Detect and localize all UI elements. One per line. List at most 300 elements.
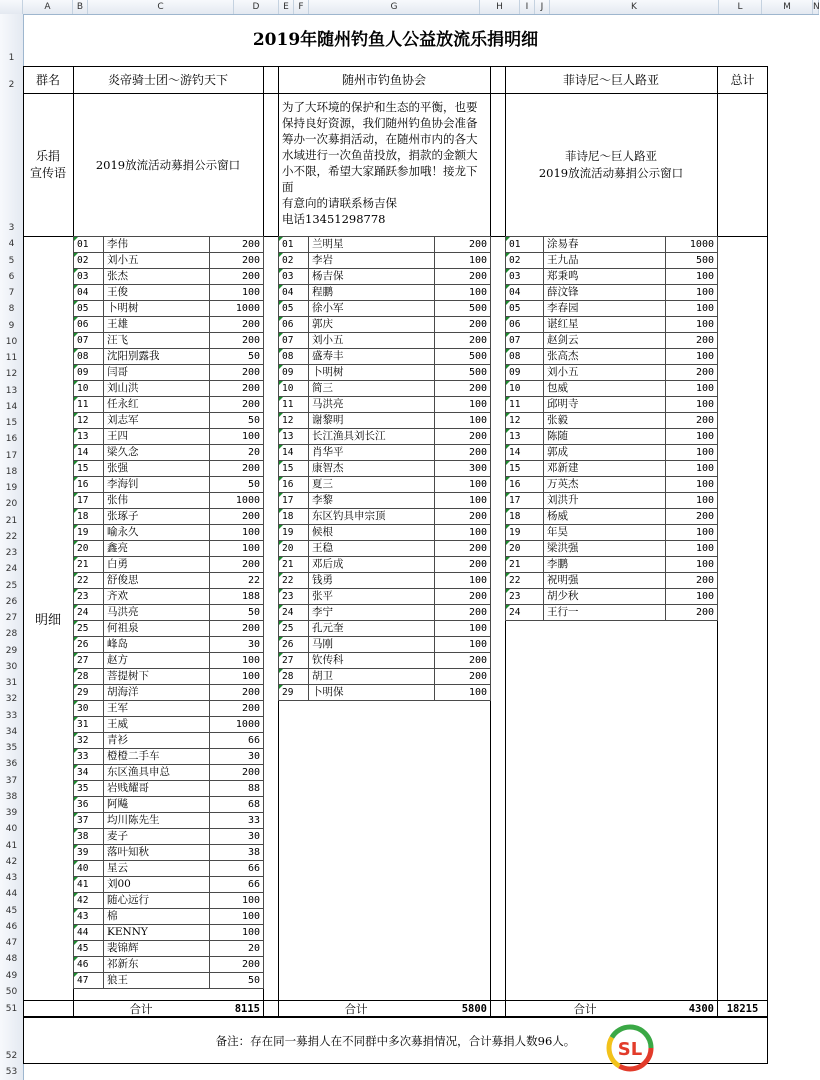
row-header-16[interactable]: 16 <box>5 434 18 445</box>
donor-number[interactable]: 24 <box>506 605 544 621</box>
donor-number[interactable]: 01 <box>279 237 309 253</box>
donor-name[interactable]: 邱明寺 <box>544 397 666 413</box>
donor-number[interactable]: 47 <box>74 973 104 989</box>
row-header-23[interactable]: 23 <box>5 548 18 558</box>
row-header-41[interactable]: 41 <box>5 840 18 851</box>
donor-amount[interactable]: 50 <box>210 477 264 493</box>
column-header-k[interactable]: K <box>550 0 719 14</box>
donor-number[interactable]: 18 <box>506 509 544 525</box>
donor-number[interactable]: 21 <box>506 557 544 573</box>
donor-number[interactable]: 15 <box>74 461 104 477</box>
donor-number[interactable]: 12 <box>74 413 104 429</box>
donor-amount[interactable]: 100 <box>666 589 718 605</box>
donor-name[interactable]: 王俊 <box>104 285 210 301</box>
donor-number[interactable]: 26 <box>279 637 309 653</box>
row-header-3[interactable]: 3 <box>8 223 15 233</box>
donor-number[interactable]: 11 <box>506 397 544 413</box>
donor-number[interactable]: 02 <box>74 253 104 269</box>
donor-amount[interactable]: 88 <box>210 781 264 797</box>
donor-name[interactable]: 王稳 <box>309 541 435 557</box>
donor-number[interactable]: 44 <box>74 925 104 941</box>
row-header-34[interactable]: 34 <box>5 726 18 737</box>
donor-number[interactable]: 07 <box>279 333 309 349</box>
donor-amount[interactable]: 100 <box>210 893 264 909</box>
donor-name[interactable]: 岩贱耀哥 <box>104 781 210 797</box>
row-header-14[interactable]: 14 <box>5 401 18 412</box>
donor-number[interactable]: 02 <box>506 253 544 269</box>
donor-number[interactable]: 03 <box>506 269 544 285</box>
donor-number[interactable]: 05 <box>74 301 104 317</box>
donor-amount[interactable]: 38 <box>210 845 264 861</box>
donor-amount[interactable]: 20 <box>210 445 264 461</box>
row-header-7[interactable]: 7 <box>8 288 15 298</box>
donor-name[interactable]: 肖华平 <box>309 445 435 461</box>
donor-number[interactable]: 08 <box>74 349 104 365</box>
donor-name[interactable]: 刘00 <box>104 877 210 893</box>
donor-amount[interactable]: 100 <box>666 317 718 333</box>
column-header-m[interactable]: M <box>762 0 813 14</box>
donor-number[interactable]: 14 <box>279 445 309 461</box>
donor-name[interactable]: 李鹏 <box>544 557 666 573</box>
donor-amount[interactable]: 200 <box>210 333 264 349</box>
donor-name[interactable]: 谢黎明 <box>309 413 435 429</box>
donor-name[interactable]: 东区渔具申总 <box>104 765 210 781</box>
donor-number[interactable]: 26 <box>74 637 104 653</box>
donor-number[interactable]: 23 <box>506 589 544 605</box>
donor-name[interactable]: 均川陈先生 <box>104 813 210 829</box>
donor-number[interactable]: 35 <box>74 781 104 797</box>
donor-name[interactable]: 阿飚 <box>104 797 210 813</box>
donor-number[interactable]: 23 <box>74 589 104 605</box>
donor-number[interactable]: 20 <box>506 541 544 557</box>
column-header-h[interactable]: H <box>480 0 520 14</box>
donor-name[interactable]: 郭庆 <box>309 317 435 333</box>
row-header-44[interactable]: 44 <box>5 889 18 900</box>
donor-amount[interactable]: 200 <box>210 509 264 525</box>
donor-name[interactable]: 张伟 <box>104 493 210 509</box>
row-header-53[interactable]: 53 <box>5 1067 18 1077</box>
donor-amount[interactable]: 100 <box>666 269 718 285</box>
donor-amount[interactable]: 200 <box>210 365 264 381</box>
donor-name[interactable]: 兰明星 <box>309 237 435 253</box>
donor-number[interactable]: 21 <box>74 557 104 573</box>
column-header-n[interactable]: N <box>813 2 820 12</box>
donor-amount[interactable]: 100 <box>435 525 491 541</box>
donor-amount[interactable]: 50 <box>210 413 264 429</box>
donor-amount[interactable]: 200 <box>210 397 264 413</box>
donor-name[interactable]: 张毅 <box>544 413 666 429</box>
donor-amount[interactable]: 100 <box>210 541 264 557</box>
donor-name[interactable]: 王威 <box>104 717 210 733</box>
donor-amount[interactable]: 200 <box>210 685 264 701</box>
row-header-28[interactable]: 28 <box>5 629 18 640</box>
donor-amount[interactable]: 100 <box>435 637 491 653</box>
donor-amount[interactable]: 200 <box>210 237 264 253</box>
donor-number[interactable]: 33 <box>74 749 104 765</box>
donor-amount[interactable]: 1000 <box>210 493 264 509</box>
donor-number[interactable]: 10 <box>74 381 104 397</box>
donor-number[interactable]: 11 <box>279 397 309 413</box>
row-header-29[interactable]: 29 <box>5 645 18 656</box>
donor-name[interactable]: 张杰 <box>104 269 210 285</box>
donor-amount[interactable]: 1000 <box>666 237 718 253</box>
donor-name[interactable]: 长江渔具刘长江 <box>309 429 435 445</box>
donor-number[interactable]: 01 <box>74 237 104 253</box>
donor-number[interactable]: 24 <box>74 605 104 621</box>
donor-amount[interactable]: 1000 <box>210 301 264 317</box>
donor-name[interactable]: 胡少秋 <box>544 589 666 605</box>
donor-name[interactable]: 马洪亮 <box>104 605 210 621</box>
donor-amount[interactable]: 200 <box>210 621 264 637</box>
donor-amount[interactable]: 200 <box>435 269 491 285</box>
donor-number[interactable]: 18 <box>74 509 104 525</box>
donor-number[interactable]: 20 <box>74 541 104 557</box>
donor-amount[interactable]: 200 <box>666 333 718 349</box>
column-header-b[interactable]: B <box>73 0 88 14</box>
donor-amount[interactable]: 100 <box>435 413 491 429</box>
donor-name[interactable]: 麦子 <box>104 829 210 845</box>
donor-number[interactable]: 01 <box>506 237 544 253</box>
donor-name[interactable]: 胡海洋 <box>104 685 210 701</box>
donor-name[interactable]: 康智杰 <box>309 461 435 477</box>
donor-name[interactable]: 涂易春 <box>544 237 666 253</box>
row-header-15[interactable]: 15 <box>5 418 18 428</box>
donor-number[interactable]: 39 <box>74 845 104 861</box>
donor-name[interactable]: 王四 <box>104 429 210 445</box>
donor-name[interactable]: 邓新建 <box>544 461 666 477</box>
donor-amount[interactable]: 100 <box>210 669 264 685</box>
donor-number[interactable]: 24 <box>279 605 309 621</box>
donor-amount[interactable]: 100 <box>666 429 718 445</box>
donor-number[interactable]: 09 <box>279 365 309 381</box>
donor-amount[interactable]: 500 <box>435 365 491 381</box>
donor-amount[interactable]: 100 <box>666 493 718 509</box>
donor-name[interactable]: 舒俊思 <box>104 573 210 589</box>
donor-name[interactable]: 张高杰 <box>544 349 666 365</box>
donor-name[interactable]: 李海钊 <box>104 477 210 493</box>
donor-name[interactable]: 程鹏 <box>309 285 435 301</box>
donor-amount[interactable]: 200 <box>210 269 264 285</box>
donor-name[interactable]: 赵剑云 <box>544 333 666 349</box>
donor-amount[interactable]: 1000 <box>210 717 264 733</box>
donor-name[interactable]: 李黎 <box>309 493 435 509</box>
donor-number[interactable]: 14 <box>74 445 104 461</box>
donor-number[interactable]: 21 <box>279 557 309 573</box>
donor-amount[interactable]: 50 <box>210 605 264 621</box>
row-header-52[interactable]: 52 <box>5 1051 18 1061</box>
donor-number[interactable]: 03 <box>74 269 104 285</box>
donor-name[interactable]: 祁新东 <box>104 957 210 973</box>
donor-name[interactable]: 齐欢 <box>104 589 210 605</box>
donor-number[interactable]: 23 <box>279 589 309 605</box>
donor-number[interactable]: 19 <box>506 525 544 541</box>
donor-amount[interactable]: 200 <box>435 317 491 333</box>
donor-amount[interactable]: 100 <box>435 477 491 493</box>
donor-number[interactable]: 15 <box>506 461 544 477</box>
donor-amount[interactable]: 33 <box>210 813 264 829</box>
donor-number[interactable]: 06 <box>506 317 544 333</box>
donor-amount[interactable]: 50 <box>210 973 264 989</box>
donor-name[interactable]: 何祖泉 <box>104 621 210 637</box>
donor-amount[interactable]: 200 <box>435 605 491 621</box>
donor-amount[interactable]: 66 <box>210 733 264 749</box>
row-header-51[interactable]: 51 <box>5 1004 18 1014</box>
row-header-19[interactable]: 19 <box>5 483 18 493</box>
donor-name[interactable]: 卜明树 <box>104 301 210 317</box>
donor-amount[interactable]: 100 <box>435 493 491 509</box>
donor-amount[interactable]: 66 <box>210 861 264 877</box>
donor-amount[interactable]: 100 <box>435 253 491 269</box>
column-header-d[interactable]: D <box>234 0 279 14</box>
donor-amount[interactable]: 200 <box>435 429 491 445</box>
row-header-33[interactable]: 33 <box>5 710 18 721</box>
donor-amount[interactable]: 200 <box>666 573 718 589</box>
donor-name[interactable]: 杨吉保 <box>309 269 435 285</box>
donor-amount[interactable]: 100 <box>435 285 491 301</box>
donor-name[interactable]: 候根 <box>309 525 435 541</box>
row-header-49[interactable]: 49 <box>5 970 18 981</box>
row-header-10[interactable]: 10 <box>5 336 18 347</box>
donor-name[interactable]: 任永红 <box>104 397 210 413</box>
column-header-j[interactable]: J <box>535 0 550 14</box>
donor-number[interactable]: 10 <box>279 381 309 397</box>
donor-amount[interactable]: 200 <box>435 445 491 461</box>
donor-number[interactable]: 25 <box>279 621 309 637</box>
donor-number[interactable]: 05 <box>506 301 544 317</box>
row-header-47[interactable]: 47 <box>5 938 18 948</box>
donor-number[interactable]: 41 <box>74 877 104 893</box>
donor-amount[interactable]: 200 <box>435 541 491 557</box>
donor-amount[interactable]: 200 <box>210 957 264 973</box>
donor-name[interactable]: 谌红星 <box>544 317 666 333</box>
donor-amount[interactable]: 500 <box>435 301 491 317</box>
donor-name[interactable]: 李春园 <box>544 301 666 317</box>
donor-amount[interactable]: 500 <box>435 349 491 365</box>
donor-name[interactable]: 刘小五 <box>309 333 435 349</box>
row-header-35[interactable]: 35 <box>5 743 18 753</box>
donor-name[interactable]: 杨威 <box>544 509 666 525</box>
donor-amount[interactable]: 200 <box>210 317 264 333</box>
donor-number[interactable]: 12 <box>279 413 309 429</box>
row-header-22[interactable]: 22 <box>5 531 18 542</box>
donor-amount[interactable]: 200 <box>435 509 491 525</box>
donor-amount[interactable]: 100 <box>210 429 264 445</box>
donor-name[interactable]: 郭成 <box>544 445 666 461</box>
column-header-c[interactable]: C <box>88 0 234 14</box>
column-header-f[interactable]: F <box>294 0 309 14</box>
donor-name[interactable]: 李宁 <box>309 605 435 621</box>
donor-number[interactable]: 29 <box>74 685 104 701</box>
donor-name[interactable]: 狼王 <box>104 973 210 989</box>
row-header-42[interactable]: 42 <box>5 856 18 867</box>
donor-number[interactable]: 17 <box>279 493 309 509</box>
donor-name[interactable]: 胡卫 <box>309 669 435 685</box>
donor-number[interactable]: 04 <box>74 285 104 301</box>
row-header-50[interactable]: 50 <box>5 986 18 997</box>
donor-amount[interactable]: 100 <box>666 285 718 301</box>
donor-name[interactable]: 简三 <box>309 381 435 397</box>
donor-number[interactable]: 29 <box>279 685 309 701</box>
donor-name[interactable]: 白勇 <box>104 557 210 573</box>
donor-name[interactable]: 孔元奎 <box>309 621 435 637</box>
donor-amount[interactable]: 100 <box>435 397 491 413</box>
donor-amount[interactable]: 200 <box>435 589 491 605</box>
donor-amount[interactable]: 200 <box>666 413 718 429</box>
donor-name[interactable]: 刘小五 <box>104 253 210 269</box>
donor-amount[interactable]: 200 <box>666 365 718 381</box>
donor-name[interactable]: 汪飞 <box>104 333 210 349</box>
donor-amount[interactable]: 100 <box>210 653 264 669</box>
donor-number[interactable]: 11 <box>74 397 104 413</box>
donor-amount[interactable]: 100 <box>210 285 264 301</box>
row-header-30[interactable]: 30 <box>5 661 18 672</box>
donor-amount[interactable]: 200 <box>210 253 264 269</box>
donor-name[interactable]: 李岩 <box>309 253 435 269</box>
donor-name[interactable]: 徐小军 <box>309 301 435 317</box>
donor-number[interactable]: 46 <box>74 957 104 973</box>
row-header-48[interactable]: 48 <box>5 954 18 965</box>
donor-amount[interactable]: 200 <box>435 381 491 397</box>
donor-number[interactable]: 20 <box>279 541 309 557</box>
donor-name[interactable]: 菩提树下 <box>104 669 210 685</box>
donor-number[interactable]: 16 <box>74 477 104 493</box>
donor-amount[interactable]: 200 <box>210 701 264 717</box>
donor-name[interactable]: 包威 <box>544 381 666 397</box>
donor-name[interactable]: 邓后成 <box>309 557 435 573</box>
donor-number[interactable]: 09 <box>74 365 104 381</box>
donor-name[interactable]: 陈随 <box>544 429 666 445</box>
row-header-13[interactable]: 13 <box>5 385 18 396</box>
row-header-46[interactable]: 46 <box>5 921 18 932</box>
donor-amount[interactable]: 100 <box>666 541 718 557</box>
donor-amount[interactable]: 20 <box>210 941 264 957</box>
donor-number[interactable]: 25 <box>74 621 104 637</box>
row-header-9[interactable]: 9 <box>8 320 15 331</box>
donor-amount[interactable]: 30 <box>210 637 264 653</box>
column-header-g[interactable]: G <box>309 0 480 14</box>
donor-number[interactable]: 14 <box>506 445 544 461</box>
donor-amount[interactable]: 200 <box>435 653 491 669</box>
donor-name[interactable]: 沈阳别露我 <box>104 349 210 365</box>
donor-name[interactable]: 王行一 <box>544 605 666 621</box>
donor-amount[interactable]: 30 <box>210 829 264 845</box>
donor-number[interactable]: 08 <box>279 349 309 365</box>
donor-amount[interactable]: 100 <box>666 397 718 413</box>
donor-name[interactable]: 万英杰 <box>544 477 666 493</box>
row-header-37[interactable]: 37 <box>5 775 18 786</box>
donor-name[interactable]: 王军 <box>104 701 210 717</box>
row-header-4[interactable]: 4 <box>8 239 15 250</box>
row-header-8[interactable]: 8 <box>8 304 15 315</box>
donor-amount[interactable]: 200 <box>435 557 491 573</box>
row-header-39[interactable]: 39 <box>5 808 18 818</box>
donor-name[interactable]: 薛汶锋 <box>544 285 666 301</box>
donor-amount[interactable]: 66 <box>210 877 264 893</box>
donor-number[interactable]: 28 <box>279 669 309 685</box>
donor-number[interactable]: 22 <box>74 573 104 589</box>
donor-name[interactable]: 年昊 <box>544 525 666 541</box>
donor-number[interactable]: 22 <box>279 573 309 589</box>
donor-number[interactable]: 13 <box>506 429 544 445</box>
row-header-25[interactable]: 25 <box>5 580 18 591</box>
donor-number[interactable]: 13 <box>74 429 104 445</box>
donor-amount[interactable]: 100 <box>666 461 718 477</box>
donor-name[interactable]: 张平 <box>309 589 435 605</box>
donor-number[interactable]: 04 <box>279 285 309 301</box>
row-header-12[interactable]: 12 <box>5 369 18 380</box>
row-header-24[interactable]: 24 <box>5 564 18 575</box>
row-header-32[interactable]: 32 <box>5 694 18 705</box>
donor-amount[interactable]: 30 <box>210 749 264 765</box>
row-header-31[interactable]: 31 <box>5 678 18 688</box>
donor-name[interactable]: 棉 <box>104 909 210 925</box>
donor-number[interactable]: 09 <box>506 365 544 381</box>
donor-amount[interactable]: 300 <box>435 461 491 477</box>
donor-number[interactable]: 38 <box>74 829 104 845</box>
donor-name[interactable]: 卜明保 <box>309 685 435 701</box>
donor-amount[interactable]: 100 <box>210 909 264 925</box>
donor-name[interactable]: 王雄 <box>104 317 210 333</box>
donor-name[interactable]: 青衫 <box>104 733 210 749</box>
donor-amount[interactable]: 500 <box>666 253 718 269</box>
donor-number[interactable]: 06 <box>279 317 309 333</box>
donor-name[interactable]: 随心远行 <box>104 893 210 909</box>
donor-number[interactable]: 42 <box>74 893 104 909</box>
row-header-40[interactable]: 40 <box>5 824 18 835</box>
donor-name[interactable]: 东区钓具申宗顶 <box>309 509 435 525</box>
donor-amount[interactable]: 100 <box>435 685 491 701</box>
row-header-36[interactable]: 36 <box>5 759 18 770</box>
donor-amount[interactable]: 200 <box>210 765 264 781</box>
donor-amount[interactable]: 100 <box>666 525 718 541</box>
donor-number[interactable]: 13 <box>279 429 309 445</box>
donor-name[interactable]: 郑秉鸣 <box>544 269 666 285</box>
donor-number[interactable]: 05 <box>279 301 309 317</box>
donor-amount[interactable]: 200 <box>210 557 264 573</box>
donor-number[interactable]: 40 <box>74 861 104 877</box>
donor-name[interactable]: 梁久念 <box>104 445 210 461</box>
donor-amount[interactable]: 200 <box>666 509 718 525</box>
column-header-e[interactable]: E <box>279 0 294 14</box>
donor-number[interactable]: 22 <box>506 573 544 589</box>
sheet-corner[interactable] <box>0 0 23 14</box>
donor-name[interactable]: 马洪亮 <box>309 397 435 413</box>
donor-number[interactable]: 04 <box>506 285 544 301</box>
donor-number[interactable]: 10 <box>506 381 544 397</box>
row-header-2[interactable]: 2 <box>8 80 15 90</box>
donor-name[interactable]: 闫哥 <box>104 365 210 381</box>
donor-name[interactable]: 夏三 <box>309 477 435 493</box>
row-header-27[interactable]: 27 <box>5 613 18 623</box>
donor-number[interactable]: 03 <box>279 269 309 285</box>
donor-amount[interactable]: 22 <box>210 573 264 589</box>
row-header-11[interactable]: 11 <box>5 353 18 363</box>
column-header-i[interactable]: I <box>520 0 535 14</box>
donor-number[interactable]: 27 <box>279 653 309 669</box>
donor-name[interactable]: 赵方 <box>104 653 210 669</box>
donor-amount[interactable]: 200 <box>210 461 264 477</box>
row-header-1[interactable]: 1 <box>8 53 15 63</box>
donor-name[interactable]: 喻永久 <box>104 525 210 541</box>
donor-number[interactable]: 31 <box>74 717 104 733</box>
column-header-l[interactable]: L <box>719 0 762 14</box>
donor-name[interactable]: 落叶知秋 <box>104 845 210 861</box>
donor-name[interactable]: 王九品 <box>544 253 666 269</box>
donor-name[interactable]: 张强 <box>104 461 210 477</box>
donor-amount[interactable]: 100 <box>435 573 491 589</box>
donor-name[interactable]: 裴锦辉 <box>104 941 210 957</box>
donor-number[interactable]: 06 <box>74 317 104 333</box>
